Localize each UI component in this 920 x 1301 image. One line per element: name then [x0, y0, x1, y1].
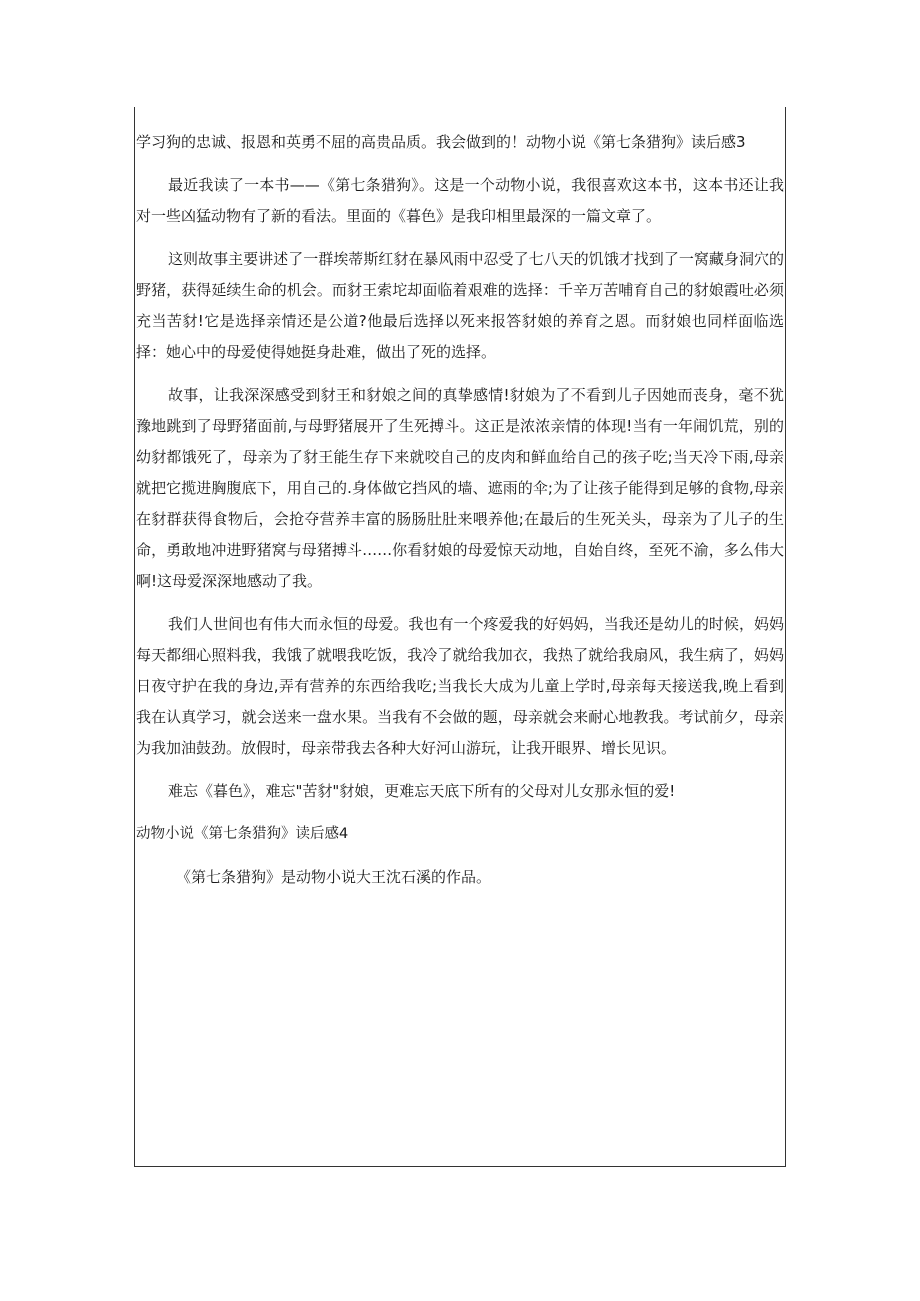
paragraph-summary: 这则故事主要讲述了一群埃蒂斯红豺在暴风雨中忍受了七八天的饥饿才找到了一窝藏身洞穴的野猪，获得延续生命的机会。而豺王索坨却面临着艰难的选择：千辛万苦哺育自己的豺娘霞吐必须充当苦豺!它是选择亲情还是公道?他最后选择以死来报答豺娘的养育之恩。而豺娘也同样面临选择：她心中的母爱使得她挺身赴难，做出了死的选择。 — [136, 250, 784, 361]
paragraph-reflection: 故事，让我深深感受到豺王和豺娘之间的真挚感情!豺娘为了不看到儿子因她而丧身，毫不犹豫地跳到了母野猪面前,与母野猪展开了生死搏斗。这正是浓浓亲情的体现!当有一年闹饥荒，别的幼豺都饿死了，母亲为了豺王能生存下来就咬自己的皮肉和鲜血给自己的孩子吃;当天冷下雨,母亲就把它揽进胸腹底下，用自己的.身体做它挡风的墙、遮雨的伞;为了让孩子能得到足够的食物,母亲在豺群获得食物后，会抢夺营养丰富的肠肠肚肚来喂养他;在最后的生死关头，母亲为了儿子的生命，勇敢地冲进野猪窝与母猪搏斗……你看豺娘的母爱惊天动地，自始自终，至死不渝，多么伟大啊!这母爱深深地感动了我。 — [136, 386, 784, 590]
paragraph-continuation: 学习狗的忠诚、报恩和英勇不屈的高贵品质。我会做到的！动物小说《第七条猎狗》读后感3 — [136, 133, 746, 151]
paragraph-conclusion: 难忘《暮色》，难忘"苦豺"豺娘，更难忘天底下所有的父母对儿女那永恒的爱! — [168, 782, 676, 800]
document-body — [136, 127, 784, 905]
paragraph-section4-intro: 《第七条猎狗》是动物小说大王沈石溪的作品。 — [176, 868, 492, 886]
section-heading: 动物小说《第七条猎狗》读后感4 — [136, 826, 349, 842]
paragraph-mother-love: 我们人世间也有伟大而永恒的母爱。我也有一个疼爱我的好妈妈，当我还是幼儿的时候，妈妈每天都细心照料我，我饿了就喂我吃饭，我冷了就给我加衣，我热了就给我扇风，我生病了，妈妈日夜守护在我的身边,弄有营养的东西给我吃;当我长大成为儿童上学时,母亲每天接送我,晚上看到我在认真学习，就会送来一盘水果。当我有不会做的题，母亲就会来耐心地教我。考试前夕，母亲为我加油鼓劲。放假时，母亲带我去各种大好河山游玩，让我开眼界、增长见识。 — [136, 615, 784, 757]
paragraph-intro: 最近我读了一本书——《第七条猎狗》。这是一个动物小说，我很喜欢这本书，这本书还让我对一些凶猛动物有了新的看法。里面的《暮色》是我印相里最深的一篇文章了。 — [136, 176, 784, 225]
